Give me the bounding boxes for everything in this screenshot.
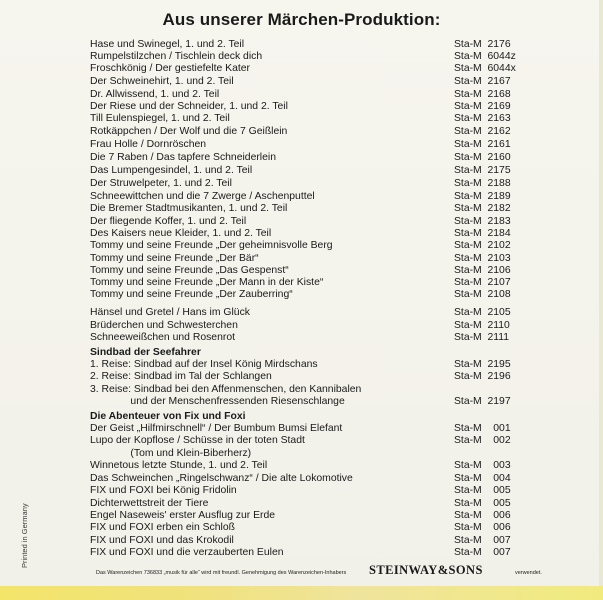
entry-title: und der Menschenfressenden Riesenschlange: [90, 396, 345, 407]
catalog-entry: [90, 331, 550, 344]
entry-title: Tommy und seine Freunde „Der Bär“: [90, 253, 259, 264]
catalog-number: Sta-M 2162: [454, 126, 511, 137]
catalog-number: Sta-M 2105: [454, 307, 511, 318]
catalog-number: Sta-M 2110: [454, 320, 510, 331]
catalog-entry: [90, 125, 550, 138]
catalog-number: Sta-M 2102: [454, 240, 511, 251]
entry-title: Engel Naseweis' erster Ausflug zur Erde: [90, 510, 276, 521]
catalog-number: Sta-M 2169: [454, 101, 511, 112]
entry-title: Der Geist „Hilfmirschnell“ / Der Bumbum Bumsi Elefant: [90, 423, 343, 434]
entry-title: Der Riese und der Schneider, 1. und 2. Teil: [90, 101, 288, 112]
printed-in-label: Printed in Germany: [20, 503, 29, 568]
sleeve-edge-right: [599, 0, 603, 600]
catalog-number: Sta-M 001: [454, 423, 511, 434]
section-heading-text: Sindbad der Seefahrer: [90, 347, 201, 358]
catalog-number: Sta-M 2167: [454, 76, 511, 87]
entry-title: FIX und FOXI bei König Fridolin: [90, 485, 237, 496]
catalog-number: Sta-M 007: [454, 547, 511, 558]
catalog-number: Sta-M 2161: [454, 139, 511, 150]
catalog-entry: [90, 370, 550, 383]
section-heading-text: Die Abenteuer von Fix und Foxi: [90, 411, 246, 422]
entry-title: Tommy und seine Freunde „Der geheimnisvolle Berg: [90, 240, 333, 251]
catalog-number: Sta-M 2188: [454, 178, 511, 189]
catalog-entry: [90, 306, 550, 319]
entry-title: Rotkäppchen / Der Wolf und die 7 Geißlein: [90, 126, 288, 137]
catalog-number: Sta-M 2196: [454, 371, 511, 382]
catalog-entry: [90, 484, 550, 497]
entry-title: Die 7 Raben / Das tapfere Schneiderlein: [90, 152, 276, 163]
entry-title: 1. Reise: Sindbad auf der Insel König Mirdschans: [90, 359, 318, 370]
catalog-number: Sta-M 2175: [454, 165, 511, 176]
catalog-number: Sta-M 2160: [454, 152, 511, 163]
catalog-entry: [90, 434, 550, 447]
entry-title: Dr. Allwissend, 1. und 2. Teil: [90, 89, 220, 100]
catalog-entry: [90, 138, 550, 151]
catalog-number: Sta-M 2182: [454, 203, 511, 214]
catalog-number: Sta-M 2111: [454, 332, 510, 343]
brand-logo: STEINWAY&SONS: [369, 563, 483, 577]
catalog-number: Sta-M 2163: [454, 113, 511, 124]
entry-title: Tommy und seine Freunde „Der Zauberring“: [90, 289, 293, 300]
catalog-entry: [90, 459, 550, 472]
entry-title: Tommy und seine Freunde „Der Mann in der Kiste“: [90, 277, 324, 288]
catalog-entry: [90, 75, 550, 88]
entry-title: FIX und FOXI und das Krokodil: [90, 535, 234, 546]
catalog-number: Sta-M 2184: [454, 228, 511, 239]
entry-title: Till Eulenspiegel, 1. und 2. Teil: [90, 113, 230, 124]
catalog-number: Sta-M 6044z: [454, 51, 516, 62]
catalog-number: Sta-M 004: [454, 473, 511, 484]
catalog-entry: [90, 151, 550, 164]
catalog-number: Sta-M 2103: [454, 253, 511, 264]
catalog-entry: [90, 112, 550, 125]
entry-title: FIX und FOXI und die verzauberten Eulen: [90, 547, 284, 558]
catalog-number: Sta-M 2176: [454, 39, 511, 50]
catalog-number: Sta-M 2197: [454, 396, 511, 407]
entry-title: Die Bremer Stadtmusikanten, 1. und 2. Teil: [90, 203, 288, 214]
catalog-number: Sta-M 2107: [454, 277, 511, 288]
catalog-number: Sta-M 002: [454, 435, 511, 446]
catalog-entry: [90, 546, 550, 559]
catalog-number: Sta-M 2108: [454, 289, 511, 300]
entry-title: FIX und FOXI erben ein Schloß: [90, 522, 235, 533]
entry-title: Lupo der Kopflose / Schüsse in der toten Stadt: [90, 435, 305, 446]
entry-title: Das Lumpengesindel, 1. und 2. Teil: [90, 165, 253, 176]
entry-title: Dichterwettstreit der Tiere: [90, 498, 209, 509]
entry-title: Das Schweinchen „Ringelschwanz“ / Die alte Lokomotive: [90, 473, 353, 484]
entry-title: Der Schweinehirt, 1. und 2. Teil: [90, 76, 234, 87]
catalog-entry: [90, 239, 550, 252]
catalog-number: Sta-M 006: [454, 522, 511, 533]
catalog-number: Sta-M 006: [454, 510, 511, 521]
trademark-notice-tail: verwendet.: [515, 570, 542, 576]
catalog-entry: [90, 62, 550, 75]
catalog-number: Sta-M 005: [454, 498, 511, 509]
catalog-entry: [90, 288, 550, 301]
catalog-number: Sta-M 005: [454, 485, 511, 496]
entry-title: Der Struwelpeter, 1. und 2. Teil: [90, 178, 232, 189]
catalog-entry: [90, 164, 550, 177]
page-title: Aus unserer Märchen-Produktion:: [162, 10, 441, 29]
entry-title: 3. Reise: Sindbad bei den Affenmenschen, den Kannibalen: [90, 384, 362, 395]
catalog-number: Sta-M 007: [454, 535, 511, 546]
entry-title: (Tom und Klein-Biberherz): [90, 448, 252, 459]
catalog-entry: [90, 395, 550, 408]
sleeve-edge-bottom: [0, 586, 603, 600]
entry-title: Froschkönig / Der gestiefelte Kater: [90, 63, 250, 74]
entry-title: Schneewittchen und die 7 Zwerge / Aschenputtel: [90, 191, 315, 202]
catalog-number: Sta-M 2168: [454, 89, 511, 100]
entry-title: Winnetous letzte Stunde, 1. und 2. Teil: [90, 460, 268, 471]
catalog-number: Sta-M 6044x: [454, 63, 516, 74]
entry-title: Hänsel und Gretel / Hans im Glück: [90, 307, 250, 318]
entry-title: 2. Reise: Sindbad im Tal der Schlangen: [90, 371, 272, 382]
catalog-number: Sta-M 2189: [454, 191, 511, 202]
catalog-number: Sta-M 2195: [454, 359, 511, 370]
entry-title: Schneeweißchen und Rosenrot: [90, 332, 235, 343]
catalog-number: Sta-M 2183: [454, 216, 511, 227]
entry-title: Des Kaisers neue Kleider, 1. und 2. Teil: [90, 228, 272, 239]
catalog-number: Sta-M 2106: [454, 265, 511, 276]
entry-title: Hase und Swinegel, 1. und 2. Teil: [90, 39, 245, 50]
entry-title: Frau Holle / Dornröschen: [90, 139, 207, 150]
catalog-entry: [90, 202, 550, 215]
trademark-notice: Das Warenzeichen 736833 „musik für alle“ wird mit freundl. Genehmigung des Warenzeichen-Inhabers: [96, 570, 347, 576]
catalog-number: Sta-M 003: [454, 460, 511, 471]
entry-title: Brüderchen und Schwesterchen: [90, 320, 238, 331]
entry-title: Rumpelstilzchen / Tischlein deck dich: [90, 51, 263, 62]
catalog-entry: [90, 177, 550, 190]
entry-title: Der fliegende Koffer, 1. und 2. Teil: [90, 216, 247, 227]
catalog-entry: [90, 521, 550, 534]
entry-title: Tommy und seine Freunde „Das Gespenst“: [90, 265, 289, 276]
